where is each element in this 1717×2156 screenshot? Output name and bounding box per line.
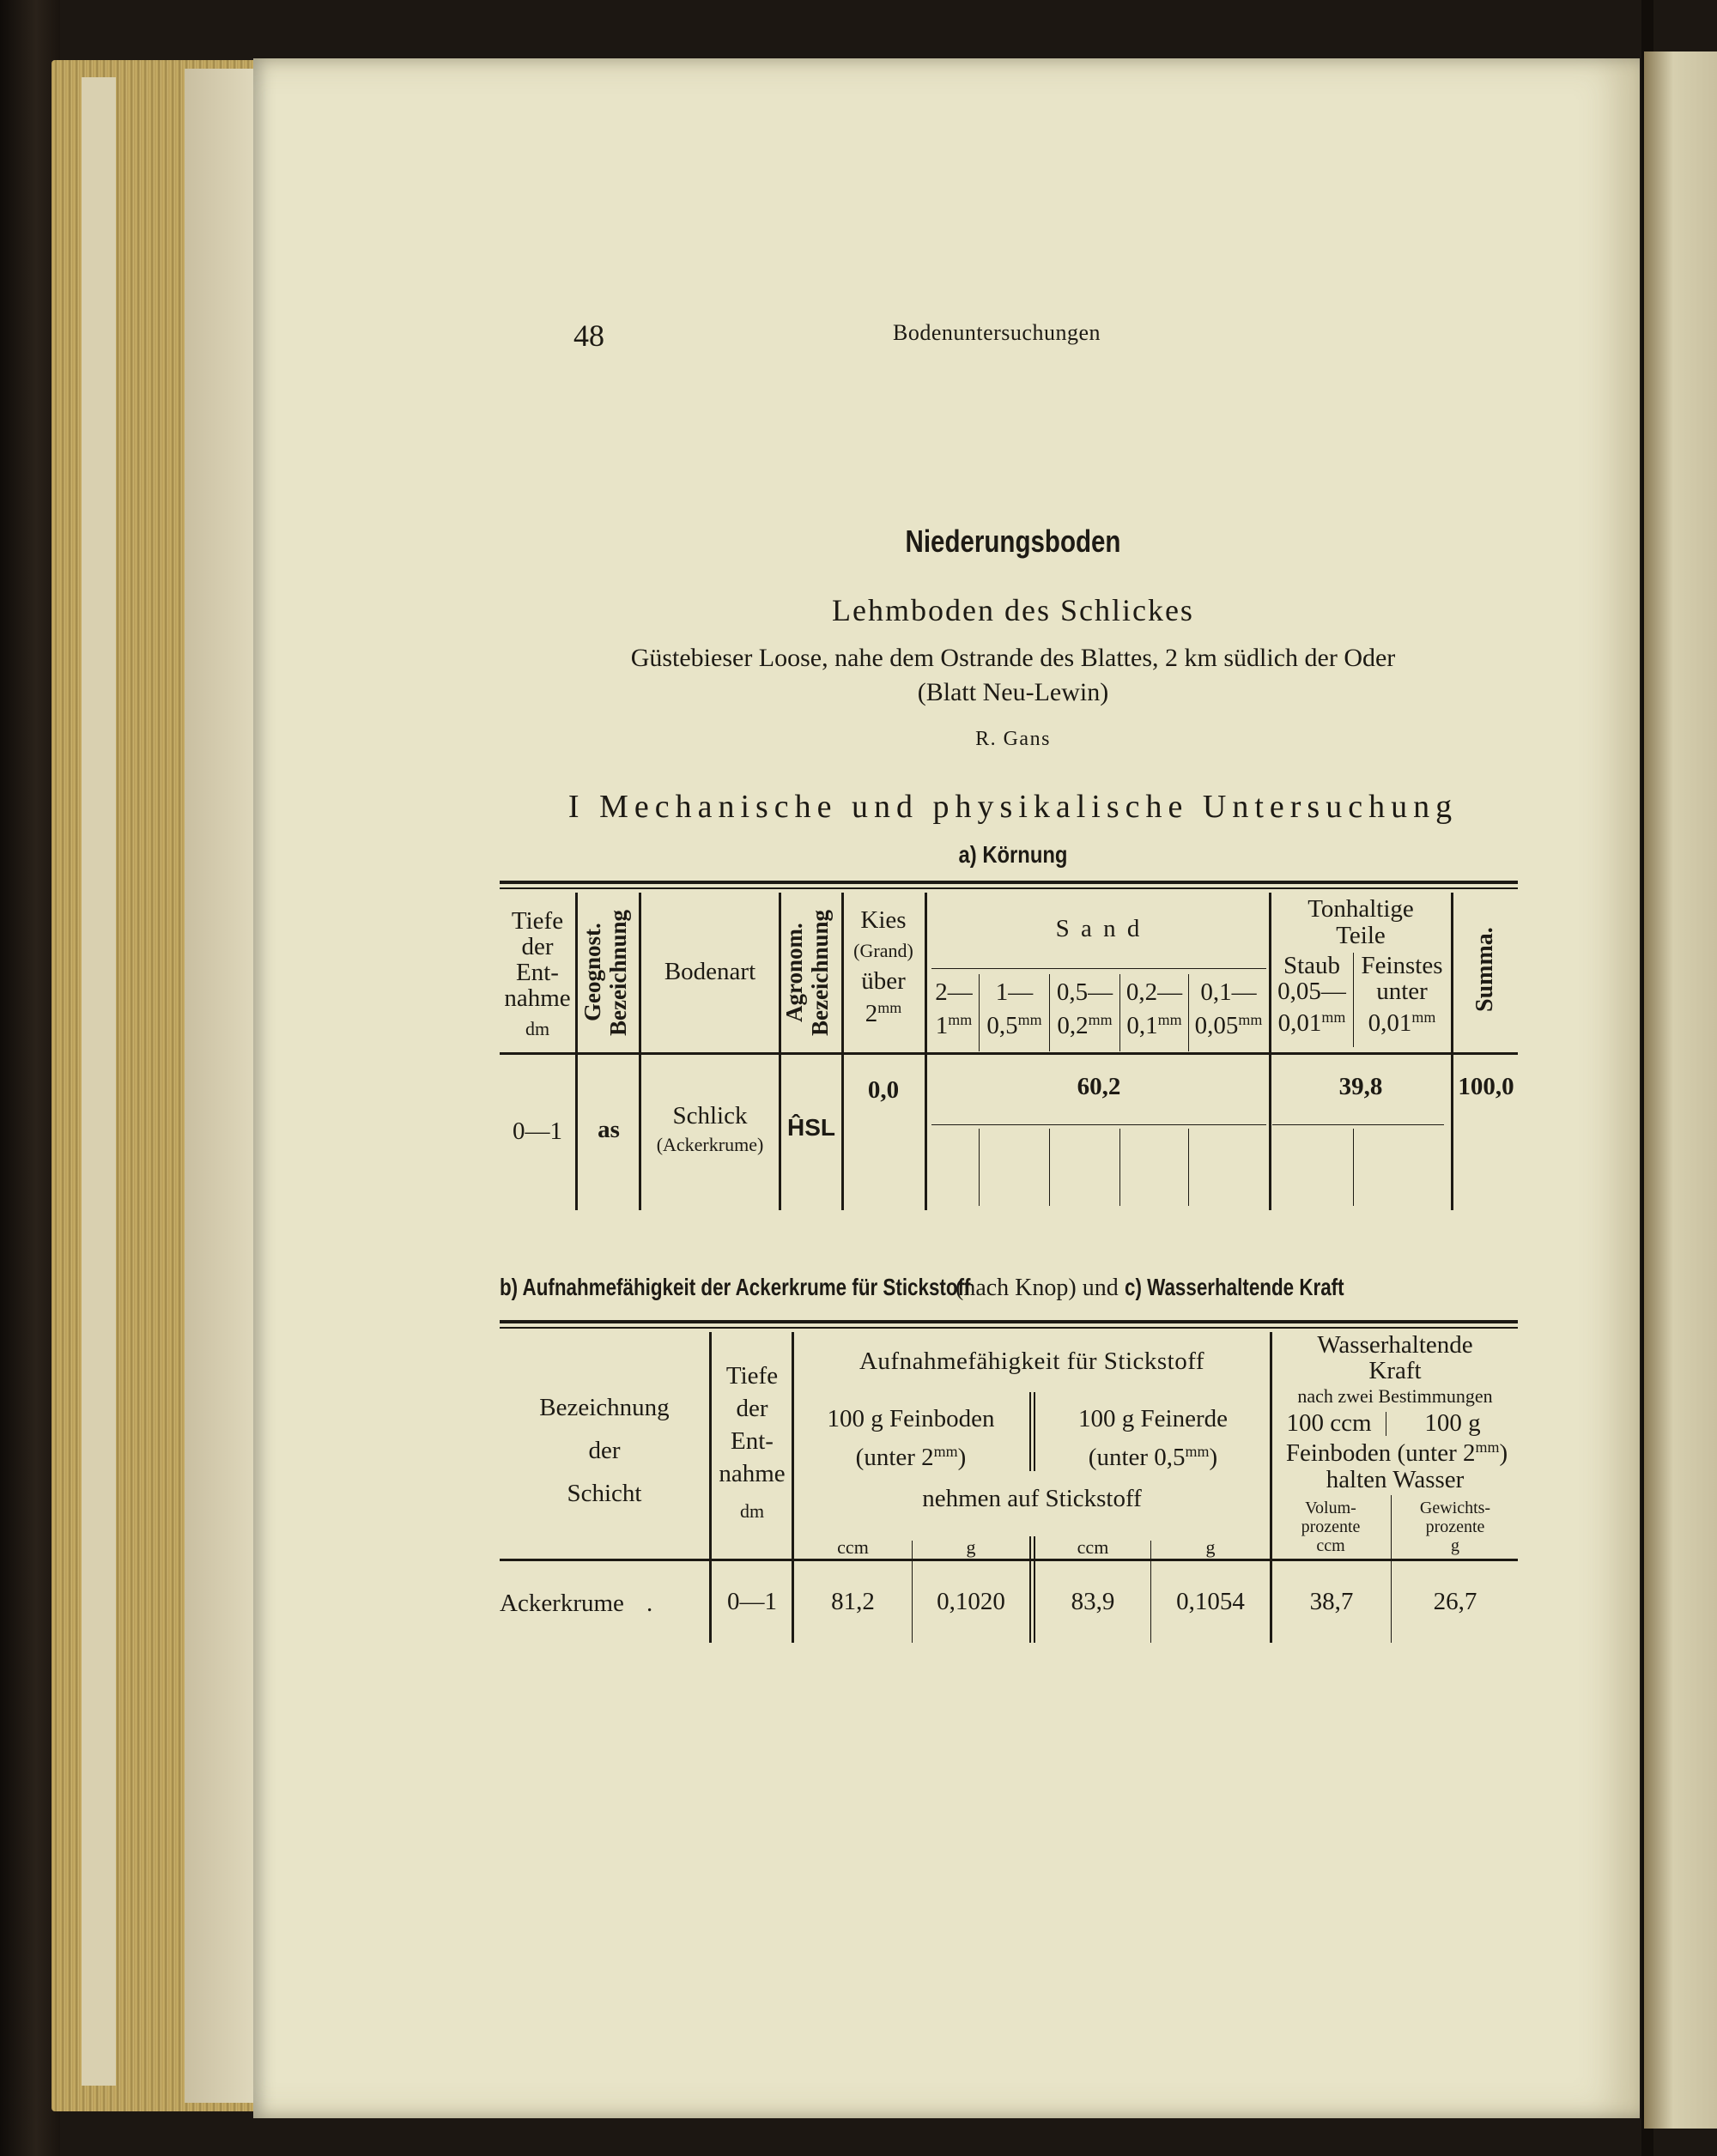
rule <box>1029 1392 1031 1471</box>
header-geognost: Geognost. Bezeichnung <box>579 909 631 1036</box>
cell-tiefe: 0—1 <box>513 1117 562 1145</box>
header-wasser-feinboden: Feinboden (unter $2^{mm}$) <box>1285 1438 1508 1467</box>
header-feinerde: 100 g Feinerde (unter $0,5^{mm}$) <box>1078 1405 1228 1471</box>
cell-geognost: as <box>598 1116 620 1143</box>
cell-volumprozente: 38,7 <box>1309 1588 1354 1615</box>
cell-sand: 60,2 <box>1077 1073 1121 1100</box>
header-aufnahme: Aufnahmefähigkeit für Stickstoff <box>858 1348 1205 1375</box>
rule <box>931 1124 1266 1125</box>
cell-kies: 0,0 <box>867 1076 900 1104</box>
cell-gewichtsprozente: 26,7 <box>1433 1588 1477 1615</box>
rule <box>500 1559 1518 1561</box>
header-tonhaltige-teile: Tonhaltige Teile <box>1307 895 1414 949</box>
header-sand: S a n d <box>1055 915 1143 942</box>
cell-bezeichnung: Ackerkrume . <box>500 1590 653 1617</box>
rule <box>500 1327 1518 1329</box>
rule <box>925 893 927 1210</box>
header-nehmen: nehmen auf Stickstoff <box>922 1485 1142 1512</box>
cell-ton: 39,8 <box>1338 1073 1383 1100</box>
header-sand-2-1: 2— $1^{mm}$ <box>935 978 973 1039</box>
header-tiefe-b: Tiefe der Ent- nahme dm <box>719 1362 786 1522</box>
header-agronom: Agronom. Bezeichnung <box>781 909 833 1036</box>
header-feinstes: Feinstes unter $0,01^{mm}$ <box>1361 952 1443 1037</box>
cell-feinerde-ccm: 83,9 <box>1071 1588 1115 1615</box>
header-halten: halten Wasser <box>1326 1466 1465 1493</box>
page-stack-inner <box>82 77 116 2086</box>
rule <box>500 881 1518 884</box>
rule <box>1391 1495 1392 1643</box>
unit-g-1: g <box>966 1536 976 1558</box>
rule <box>1272 1124 1444 1125</box>
page-stack-cream <box>185 69 258 2103</box>
cell-agronom: ĤSL <box>787 1114 835 1141</box>
cell-feinerde-g: 0,1054 <box>1176 1588 1245 1615</box>
running-title: Bodenuntersuchungen <box>893 320 1101 345</box>
header-sand-05-02: 0,5— $0,2^{mm}$ <box>1056 978 1113 1039</box>
location-line: Güstebieser Loose, nahe dem Ostrande des Blattes, 2 km südlich der Oder <box>630 644 1396 672</box>
header-sand-02-01: 0,2— $0,1^{mm}$ <box>1125 978 1183 1039</box>
page-title: Niederungsboden <box>905 524 1121 559</box>
rule <box>1353 1129 1354 1206</box>
cell-feinboden-ccm: 81,2 <box>831 1588 875 1615</box>
sheet-line: (Blatt Neu-Lewin) <box>917 678 1109 706</box>
rule <box>1119 1129 1120 1206</box>
header-bodenart: Bodenart <box>664 958 756 985</box>
subtitle: Lehmboden des Schlickes <box>832 593 1194 627</box>
facing-page-edge <box>1644 51 1717 2129</box>
unit-g-2: g <box>1205 1536 1216 1558</box>
header-tiefe: Tiefe der Ent- nahme dm <box>504 907 571 1039</box>
rule <box>500 1052 1518 1055</box>
cell-bodenart: Schlick (Ackerkrume) <box>656 1102 764 1155</box>
rule <box>1049 1129 1050 1206</box>
rule <box>979 1129 980 1206</box>
header-100ccm: 100 ccm <box>1286 1409 1372 1437</box>
header-sand-1-05: 1— $0,5^{mm}$ <box>986 978 1042 1039</box>
rule <box>1034 1392 1035 1471</box>
rule <box>1269 893 1271 1210</box>
subsection-bc-heading: b) Aufnahmefähigkeit der Ackerkrume für Stickstoff (nach Knop) und c) Wasserhaltende Kraft <box>500 1274 1344 1301</box>
unit-ccm-2: ccm <box>1077 1536 1109 1558</box>
header-wasser: Wasserhaltende Kraft nach zwei Bestimmungen <box>1297 1331 1493 1407</box>
header-gewichts: Gewichts- prozente g <box>1419 1499 1491 1555</box>
rule <box>639 893 641 1210</box>
header-summa: Summa. <box>1471 927 1498 1013</box>
cell-summa: 100,0 <box>1458 1073 1514 1100</box>
rule <box>1451 893 1453 1210</box>
header-feinboden: 100 g Feinboden (unter $2^{mm}$) <box>827 1405 995 1471</box>
rule <box>1029 1536 1031 1643</box>
cell-tiefe-b: 0—1 <box>727 1588 777 1615</box>
header-kies: Kies (Grand) über $2^{mm}$ <box>853 906 913 1027</box>
author: R. Gans <box>975 728 1051 750</box>
rule <box>500 887 1518 889</box>
unit-ccm-1: ccm <box>837 1536 869 1558</box>
header-sand-01-005: 0,1— $0,05^{mm}$ <box>1194 978 1263 1039</box>
rule <box>1188 1129 1189 1206</box>
header-volum: Volum- prozente ccm <box>1301 1499 1361 1555</box>
header-bezeichnung: Bezeichnung der Schicht <box>539 1394 670 1507</box>
page-number: 48 <box>573 318 604 353</box>
cell-feinboden-g: 0,1020 <box>937 1588 1005 1615</box>
rule <box>500 1320 1518 1323</box>
section-heading: I Mechanische und physikalische Untersuchung <box>567 789 1459 825</box>
subsection-a-heading: a) Körnung <box>958 841 1068 868</box>
rule <box>931 968 1266 969</box>
header-100g: 100 g <box>1424 1409 1481 1437</box>
header-staub: Staub 0,05— $0,01^{mm}$ <box>1277 952 1346 1037</box>
